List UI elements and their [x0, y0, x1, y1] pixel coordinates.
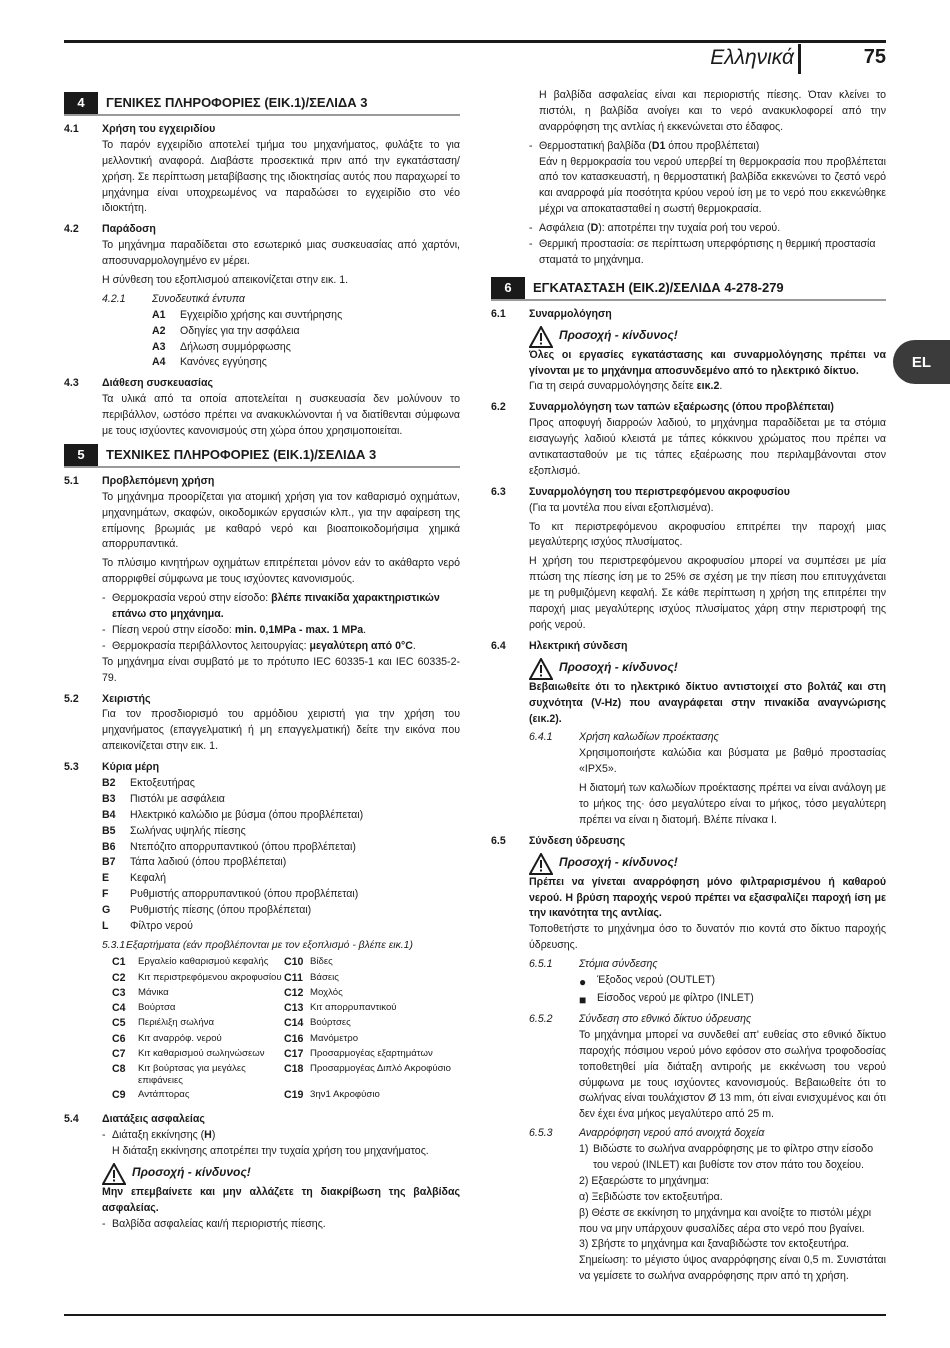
list-item: A4 Κανόνες εγγύησης: [152, 356, 267, 369]
footer-rule: [64, 1314, 886, 1316]
section-6-heading: [491, 277, 886, 301]
subsubsection-heading: 5.3.1 Εξαρτήματα (εάν προβλέπονται με τον εξοπλισμό - βλέπε εικ.1): [102, 939, 413, 951]
list-item: B6 Ντεπόζιτο απορρυπαντικού (όπου προβλέπεται): [102, 840, 356, 853]
subsection-heading: 5.2 Χειριστής: [64, 692, 151, 705]
paragraph: Το μηχάνημα προορίζεται για ατομική χρήση για τον καθαρισμό οχημάτων, μηχανημάτων, σκαφών, οικοδομικών εργασιών κλπ., για την αφαίρεση της επίμονης βρωμιάς με καθαρό νερό και βιοαποικοδομήσιμα χημικά απορρυπαντικά.: [102, 490, 460, 551]
subsubsection-heading: 6.5.3 Αναρρόφηση νερού από ανοιχτά δοχεία: [529, 1127, 765, 1140]
section-number: 5: [64, 444, 98, 466]
warning-text: Πρέπει να γίνεται αναρρόφηση μόνο φιλτραρισμένου ή καθαρού νερού. Η βρύση παροχής νερού πρέπει να εξασφαλίζει παροχή ίση με την ικανότητα της αντλίας.: [529, 875, 886, 920]
list-item: B2 Εκτοξευτήρας: [102, 776, 195, 789]
dash-item: - Θερμοστατική βαλβίδα (D1 όπου προβλέπεται): [529, 139, 760, 152]
list-item: E Κεφαλή: [102, 872, 166, 885]
warning-title: Προσοχή - κίνδυνος!: [559, 659, 678, 674]
paragraph: Για τη σειρά συναρμολόγησης δείτε εικ.2.: [529, 380, 723, 393]
subsection-heading: 4.1 Χρήση του εγχειριδίου: [64, 123, 216, 135]
section-number: 6: [491, 277, 525, 299]
list-item: F Ρυθμιστής απορρυπαντικού (όπου προβλέπεται): [102, 888, 359, 901]
warning-icon: [529, 326, 553, 348]
warning-title: Προσοχή - κίνδυνος!: [559, 854, 678, 869]
subsection-heading: 4.2 Παράδοση: [64, 223, 156, 236]
subsection-heading: 5.1 Προβλεπόμενη χρήση: [64, 474, 215, 487]
paragraph: (Για τα μοντέλα που είναι εξοπλισμένα).: [529, 501, 714, 514]
list-item: A3 Δήλωση συμμόρφωσης: [152, 340, 291, 353]
accessory-label: 3ην1 Ακροφύσιο: [310, 1089, 380, 1101]
list-item: A1 Εγχειρίδιο χρήσης και συντήρησης: [152, 308, 343, 321]
paragraph: Η βαλβίδα ασφαλείας είναι και περιοριστής πίεσης. Όταν κλείνει το πιστόλι, η βαλβίδα ανοίγει και το νερό ανακυκλοφορεί από την αναρρόφηση της αντλίας ή εκκενώνεται στο έδαφος.: [539, 89, 886, 133]
main-parts-list: [64, 776, 460, 935]
subsubsection-heading: 4.2.1 Συνοδευτικά έντυπα: [102, 292, 245, 305]
header-divider: [798, 44, 801, 74]
paragraph: Η διάταξη εκκίνησης αποτρέπει την τυχαία χρήση του μηχανήματος.: [112, 1145, 429, 1158]
paragraph: Τα υλικά από τα οποία αποτελείται η συσκευασία δεν μολύνουν το περιβάλλον, ωστόσο πρέπει να ανακυκλώνονται ή να διατίθενται σύμφωνα με τους ισχύοντες κανονισμούς στη χώρα όπου χρησιμοποιείται.: [102, 393, 460, 438]
warning-block: [64, 1163, 460, 1185]
subsection-heading: 6.2 Συναρμολόγηση των ταπών εξαέρωσης (όπου προβλέπεται): [491, 401, 834, 414]
warning-block: [529, 658, 886, 680]
paragraph: Το μηχάνημα είναι συμβατό με το πρότυπο IEC 60335-1 και IEC 60335-2-79.: [102, 655, 460, 684]
subsubsection-heading: 6.4.1 Χρήση καλωδίων προέκτασης: [529, 731, 719, 744]
subsection-heading: 6.4 Ηλεκτρική σύνδεση: [491, 639, 628, 652]
warning-icon: [102, 1163, 126, 1185]
subsubsection-heading: 6.5.2 Σύνδεση στο εθνικό δίκτυο ύδρευσης: [529, 1012, 752, 1025]
subsection-heading: 6.1 Συναρμολόγηση: [491, 307, 612, 320]
list-item: B5 Σωλήνας υψηλής πίεσης: [102, 824, 246, 837]
warning-text: Βεβαιωθείτε ότι το ηλεκτρικό δίκτυο αντιστοιχεί στο βολτάζ και στη συχνότητα (V-Hz) που αναγράφεται στην πινακίδα αναγνώρισης (εικ.2).: [529, 680, 886, 725]
list-item: L Φίλτρο νερού: [102, 919, 193, 932]
warning-text: Όλες οι εργασίες εγκατάστασης και συναρμολόγησης πρέπει να γίνονται με το μηχάνημα αποσυνδεμένο από το ηλεκτρικό δίκτυο.: [529, 348, 886, 377]
section-5-heading: [64, 444, 460, 468]
outlet-item: ● Έξοδος νερού (OUTLET): [579, 973, 716, 989]
list-item: B3 Πιστόλι με ασφάλεια: [102, 792, 225, 805]
circle-icon: ●: [579, 974, 587, 989]
warning-icon: [529, 658, 553, 680]
paragraph: Η χρήση του περιστρεφόμενου ακροφυσίου μπορεί να συμπέσει με μία πτώση της πίεσης ίση με το 25% σε σχέση με την πίεση που επιτυγχάνεται με τη ρυθμιζόμενη κεφαλή. Σε κάθε περίπτωση η χρήση της επιτρέπει την παροχή μιας μεγαλύτερης ισχύος πλυσίματος χάρη στην περιστροφή της ροής νερού.: [529, 555, 886, 631]
list-item: G Ρυθμιστής πίεσης (όπου προβλέπεται): [102, 904, 312, 917]
subsection-heading: 6.5 Σύνδεση ύδρευσης: [491, 834, 626, 847]
section-title: ΕΓΚΑΤΑΣΤΑΣΗ (ΕΙΚ.2)/ΣΕΛΙΔΑ 4-278-279: [533, 280, 784, 296]
paragraph: Η σύνθεση του εξοπλισμού απεικονίζεται στην εικ. 1.: [102, 274, 349, 287]
right-column: [491, 88, 886, 1288]
accessories-table: C1 Εργαλείο καθαρισμού κεφαλής C10 Βίδες C2 Κιτ περιστρεφόμενου ακροφυσίου C11 Βάσεις C3 Μάνικα C12 Μοχλός C4 Βούρτσα C13 Κιτ απορρυπαντικού C5 Περιέλιξη σωλήνα C14 Βούρτσες C6 Κιτ αναρρόφ. νερού C16 Μανόμετρο C7 Κιτ καθαρισμού σωληνώσεων C17 Προσαρμογέας εξαρτημάτων C8 Κιτ βούρτσας για μεγάλες επιφάνειες C18 Προσαρμογέας Διπλό Ακροφύσιο C9 Αντάπτορας C19 3ην1 Ακροφύσιο: [112, 956, 460, 1102]
subsection-heading: 5.3 Κύρια μέρη: [64, 761, 160, 774]
subsection-heading: 5.4 Διατάξεις ασφαλείας: [64, 1113, 205, 1126]
paragraph: Το πλύσιμο κινητήρων οχημάτων επιτρέπεται μόνον εάν το ακάθαρτο νερό απορριφθεί σύμφωνα με τους ισχύοντες κανονισμούς.: [102, 557, 460, 586]
square-icon: ■: [579, 992, 587, 1007]
paragraph: Το παρόν εγχειρίδιο αποτελεί τμήμα του μηχανήματος, φυλάξτε το για μελλοντική αναφορά. Διαβάστε προσεκτικά πριν από την εγκατάσταση/χρήση. Σε περίπτωση μεταβίβασης της ιδιοκτησίας αυτός που παραχωρεί το μηχάνημα είναι υποχρεωμένος να παραδώσει το εγχειρίδιο στο νέο ιδιοκτήτη.: [102, 138, 460, 215]
documents-list: [102, 308, 460, 372]
paragraph: Η διατομή των καλωδίων προέκτασης πρέπει να είναι ανάλογη με το μήκος της· όσο μεγαλύτερο είναι το μήκος, τόσο μεγαλύτερη πρέπει να είναι η διατομή. Βλέπε πίνακα I.: [579, 782, 886, 826]
section-4-heading: [64, 92, 460, 116]
step-item: α) Ξεβιδώστε τον εκτοξευτήρα.: [579, 1190, 723, 1203]
dash-item: - Ασφάλεια (D): αποτρέπει την τυχαία ροή του νερού.: [529, 222, 781, 235]
accessory-code: C19: [284, 1089, 304, 1102]
paragraph: Χρησιμοποιήστε καλώδια και βύσματα με βαθμό προστασίας «IPX5».: [579, 747, 886, 776]
step-item: β) Θέστε σε εκκίνηση το μηχάνημα και ανοίξτε το πιστόλι μέχρι που να μην υπάρχουν φυσαλίδες αέρα στο νερό που βγαίνει.: [579, 1206, 872, 1235]
section-title: ΓΕΝΙΚΕΣ ΠΛΗΡΟΦΟΡΙΕΣ (ΕΙΚ.1)/ΣΕΛΙΔΑ 3: [106, 95, 368, 111]
dash-item: - Θερμοκρασία νερού στην είσοδο: βλέπε πινακίδα χαρακτηριστικών επάνω στο μηχάνημα.: [102, 592, 440, 621]
paragraph: Τοποθετήστε το μηχάνημα όσο το δυνατόν πιο κοντά στο δίκτυο παροχής ύδρευσης.: [529, 923, 886, 952]
list-item: B7 Τάπα λαδιού (όπου προβλέπεται): [102, 856, 287, 869]
dash-item: - Διάταξη εκκίνησης (H): [102, 1129, 216, 1142]
paragraph: Το μηχάνημα παραδίδεται στο εσωτερικό μιας συσκευασίας από χαρτόνι, αποσυναρμολογημένο εν μέρει.: [102, 239, 460, 268]
subsection-heading: 6.3 Συναρμολόγηση του περιστρεφόμενου ακροφυσίου: [491, 485, 790, 498]
paragraph: Εάν η θερμοκρασία του νερού υπερβεί τη θερμοκρασία που προβλέπεται από τον κατασκευαστή, η θερμοστατική βαλβίδα εκκενώνει το ζεστό νερό και αναρροφά μία ποσότητα κρύου νερού ίση με το νερό που εκκενώθηκε μέχρι να αποκατασταθεί η σωστή θερμοκρασία.: [539, 155, 886, 216]
section-number: 4: [64, 92, 98, 114]
note: Σημείωση: το μέγιστο ύψος αναρρόφησης είναι 0,5 m. Συνιστάται να γεμίσετε το σωλήνα αναρρόφησης πριν από τη χρήση.: [579, 1254, 886, 1283]
warning-title: Προσοχή - κίνδυνος!: [559, 327, 678, 342]
page-number: 75: [863, 46, 886, 68]
paragraph: Προς αποφυγή διαρροών λαδιού, το μηχάνημα παραδίδεται με τα στόμια εισαγωγής λαδιού κλειστά με τάπες κόκκινου χρώματος που πρέπει να αντικατασταθούν με τις τάπες εξαέρωσης που περιλαμβάνονται στον εξοπλισμό.: [529, 417, 886, 477]
paragraph: Το μηχάνημα μπορεί να συνδεθεί απ' ευθείας στο εθνικό δίκτυο παροχής πόσιμου νερού μόνο εφόσον στο σωλήνα τροφοδοσίας τοποθετηθεί μία διάταξη αντιροής με εκκένωση του νερού σύμφωνα με τους ισχύοντες κανονισμούς. Βεβαιωθείτε ότι το σωλήνας είναι τουλάχιστον Ø 13 mm, ότι είναι ενισχυμένος και ότι δεν έχει ένα μήκος μεγαλύτερο από 25 m.: [579, 1028, 886, 1121]
list-item: A2 Οδηγίες για την ασφάλεια: [152, 324, 300, 337]
language-label: Ελληνικά: [710, 46, 794, 69]
left-column: [64, 88, 460, 1233]
list-item: B4 Ηλεκτρικό καλώδιο με βύσμα (όπου προβλέπεται): [102, 808, 364, 821]
header-rule: [64, 40, 886, 43]
subsection-heading: 4.3 Διάθεση συσκευασίας: [64, 377, 213, 390]
paragraph: Για τον προσδιορισμό του αρμόδιου χειριστή για την χρήση του μηχανήματος (επαγγελματική ή μη επαγγελματική) δείτε την εικόνα που απεικονίζεται στην εικ. 1.: [102, 708, 460, 753]
language-side-tab: EL: [893, 340, 950, 384]
step-item: 2) Εξαερώστε το μηχάνημα:: [579, 1174, 710, 1187]
step-item: 1) Βιδώστε το σωλήνα αναρρόφησης με το φίλτρο στην είσοδο του νερού (INLET) και βυθίστε τον στον πάτο του δοχείου.: [579, 1143, 874, 1171]
dash-item: - Θερμοκρασία περιβάλλοντος λειτουργίας: μεγαλύτερη από 0°C.: [102, 639, 416, 652]
dash-item: - Πίεση νερού στην είσοδο: min. 0,1MPa - max. 1 MPa.: [102, 623, 367, 636]
inlet-item: ■ Είσοδος νερού με φίλτρο (INLET): [579, 991, 754, 1007]
warning-block: [529, 853, 886, 875]
warning-icon: [529, 853, 553, 875]
section-title: ΤΕΧΝΙΚΕΣ ΠΛΗΡΟΦΟΡΙΕΣ (ΕΙΚ.1)/ΣΕΛΙΔΑ 3: [106, 447, 377, 463]
warning-block: [529, 326, 886, 348]
step-item: 3) Σβήστε το μηχάνημα και ξαναβιδώστε τον εκτοξευτήρα.: [579, 1238, 850, 1251]
subsubsection-heading: 6.5.1 Στόμια σύνδεσης: [529, 958, 658, 971]
warning-title: Προσοχή - κίνδυνος!: [132, 1164, 251, 1179]
dash-item: - Θερμική προστασία: σε περίπτωση υπερφόρτισης η θερμική προστασία σταματά το μηχάνημα.: [529, 238, 876, 266]
warning-text: Μην επεμβαίνετε και μην αλλάζετε τη διακρίβωση της βαλβίδας ασφαλείας.: [102, 1185, 460, 1214]
paragraph: Το κιτ περιστρεφόμενου ακροφυσίου επιτρέπει την παροχή μιας μεγαλύτερης ισχύος πλυσίματος.: [529, 520, 886, 549]
dash-item: - Βαλβίδα ασφαλείας και/ή περιοριστής πίεσης.: [102, 1217, 326, 1230]
